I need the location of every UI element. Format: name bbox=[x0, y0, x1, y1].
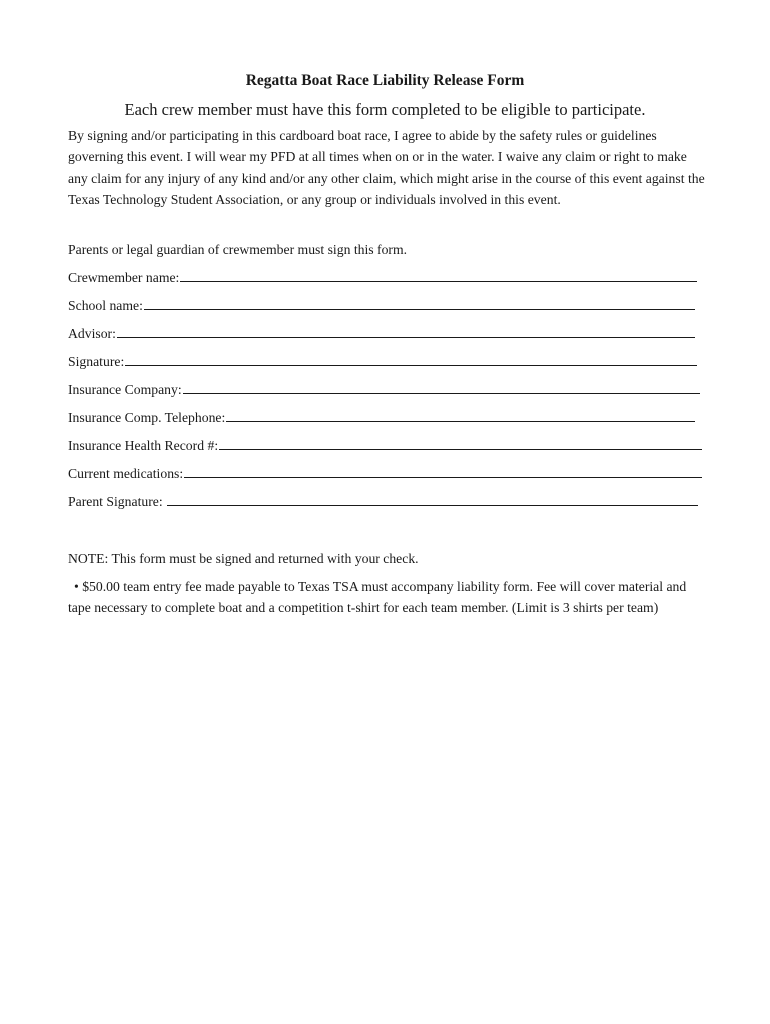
entry-fee-bullet: • $50.00 team entry fee made payable to Texas TSA must accompany liability form. Fee will cover material and tape necessary to complete boat and a competition t-shirt for each team member. (Limit is 3 shirts per team) bbox=[68, 579, 687, 616]
parent-signature-field[interactable] bbox=[68, 491, 698, 512]
fill-in-line[interactable] bbox=[184, 463, 702, 478]
field-label: Current medications: bbox=[68, 466, 184, 481]
fill-in-line[interactable] bbox=[183, 379, 700, 394]
signature-note: NOTE: This form must be signed and returned with your check. bbox=[68, 551, 419, 566]
insurance-telephone-field[interactable] bbox=[68, 407, 695, 428]
field-label: Insurance Company: bbox=[68, 382, 182, 397]
field-label: Advisor: bbox=[68, 326, 116, 341]
form-subtitle: Each crew member must have this form completed to be eligible to participate. bbox=[124, 100, 646, 119]
form-title: Regatta Boat Race Liability Release Form bbox=[245, 72, 525, 89]
field-label: Signature: bbox=[68, 354, 125, 369]
field-label: Parent Signature: bbox=[68, 494, 167, 509]
fill-in-line[interactable] bbox=[125, 351, 697, 366]
advisor-field[interactable] bbox=[68, 323, 695, 344]
fill-in-line[interactable] bbox=[180, 267, 697, 282]
guardian-notice: Parents or legal guardian of crewmember must sign this form. bbox=[68, 242, 408, 257]
school-name-field[interactable] bbox=[68, 295, 695, 316]
fill-in-line[interactable] bbox=[144, 295, 695, 310]
fill-in-line[interactable] bbox=[219, 435, 702, 450]
crewmember-name-field[interactable] bbox=[68, 267, 697, 288]
insurance-company-field[interactable] bbox=[68, 379, 700, 400]
fill-in-line[interactable] bbox=[167, 491, 698, 506]
waiver-paragraph: By signing and/or participating in this cardboard boat race, I agree to abide by the safety rules or guidelines governing this event. I will wear my PFD at all times when on or in the water. I waive any claim or right to make any claim for any injury of any kind and/or any other claim, which might arise in the course of this event against the Texas Technology Student Association, or any group or individuals involved in this event. bbox=[68, 128, 705, 208]
field-label: Insurance Comp. Telephone: bbox=[68, 410, 226, 425]
current-medications-field[interactable] bbox=[68, 463, 702, 484]
field-label: School name: bbox=[68, 298, 143, 313]
fill-in-line[interactable] bbox=[117, 323, 695, 338]
field-label: Insurance Health Record #: bbox=[68, 438, 219, 453]
fill-in-line[interactable] bbox=[226, 407, 695, 422]
signature-field[interactable] bbox=[68, 351, 697, 372]
insurance-health-record-field[interactable] bbox=[68, 435, 702, 456]
field-label: Crewmember name: bbox=[68, 270, 180, 285]
